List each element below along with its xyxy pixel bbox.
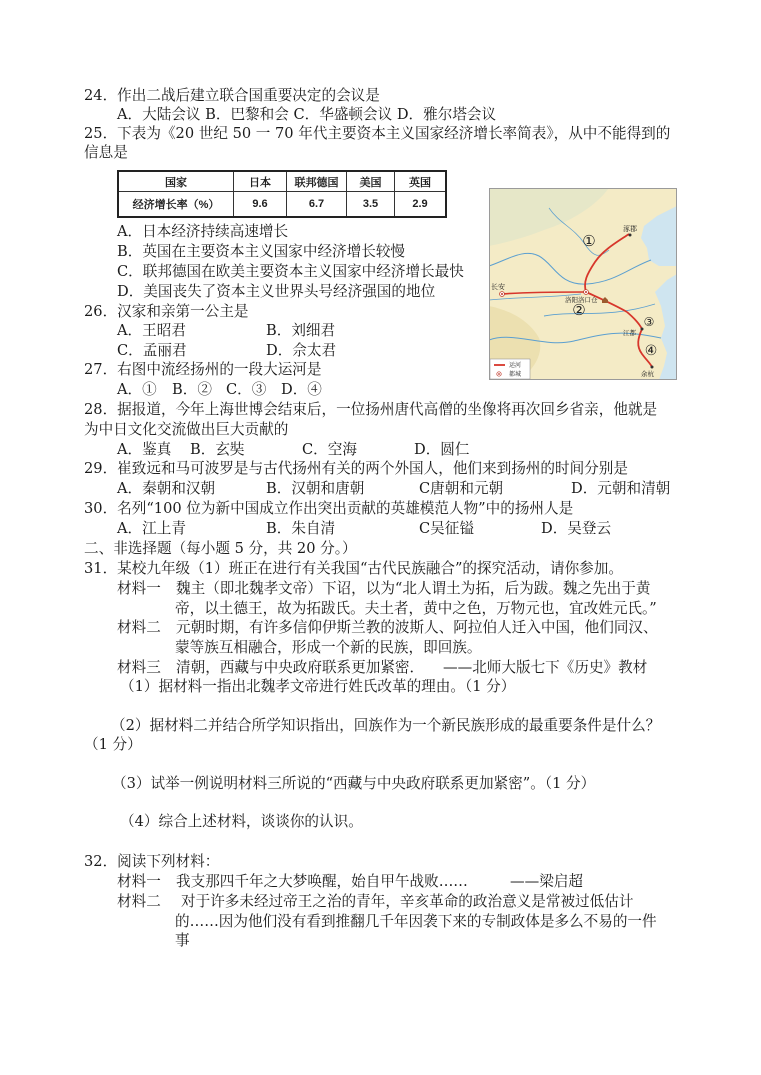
- city-dot-yuhang: [651, 366, 654, 369]
- material-text: 事: [175, 932, 190, 949]
- city-label-changan: 长安: [491, 283, 505, 291]
- table-header-cell: 联邦德国: [287, 171, 347, 192]
- q32-stem: 32．阅读下列材料：: [84, 853, 220, 870]
- q31-stem: 31．某校九年级（1）班正在进行有关我国“古代民族融合”的探究活动，请你参加。: [84, 560, 623, 577]
- table-header-cell: 国家: [118, 171, 234, 192]
- table-header-cell: 美国: [347, 171, 395, 192]
- capital-icon: [584, 290, 589, 295]
- q27-stem: 27．右图中流经扬州的一段大运河是: [84, 361, 322, 378]
- q26-option-a: A．王昭君: [117, 322, 186, 339]
- q29-option-b: B．汉朝和唐朝: [266, 480, 365, 497]
- q28-option-c: C．空海: [302, 441, 357, 458]
- subquestion-1: （1）据材料一指出北魏孝文帝进行姓氏改革的理由。（1 分）: [120, 678, 516, 695]
- table-cell: 2.9: [395, 192, 447, 218]
- q25-option-a: A．日本经济持续高速增长: [117, 223, 289, 240]
- q28-stem-line-2: 为中日文化交流做出巨大贡献的: [84, 421, 289, 438]
- legend-capital-label: 都城: [509, 371, 522, 378]
- material-text: 的……因为他们没有看到推翻几千年因袭下来的专制政体是多么不易的一件: [175, 913, 657, 930]
- q24-stem: 24．作出二战后建立联合国重要决定的会议是: [84, 87, 380, 104]
- material-text: 帝，以土德王，故为拓跋氏。夫土者，黄中之色，万物元也，宜改姓元氏。”: [175, 600, 657, 617]
- q25-option-b: B．英国在主要资本主义国家中经济增长较慢: [117, 243, 406, 260]
- q28-option-a: A．鉴真: [117, 441, 172, 458]
- material-source: ——梁启超: [510, 873, 583, 890]
- material-text: 清朝，西藏与中央政府联系更加紧密．: [176, 659, 425, 676]
- city-dot-zhuojun: [629, 234, 632, 237]
- canal-marker-1: ①: [582, 232, 596, 250]
- q28-option-b: B．玄奘: [190, 441, 245, 458]
- material-label: 材料一: [117, 873, 161, 890]
- material-text: 我支那四千年之大梦唤醒，始自甲午战败……: [176, 873, 468, 890]
- subquestion-3: （3）试举一例说明材料三所说的“西藏与中央政府联系更加紧密”。（1 分）: [112, 775, 596, 792]
- table-header-row: [118, 171, 446, 192]
- canal-marker-3: ③: [643, 315, 655, 329]
- subquestion-2: （2）据材料二并结合所学知识指出，回族作为一个新民族形成的最重要条件是什么？: [111, 717, 661, 734]
- material-text: 元朝时期，有许多信仰伊斯兰教的波斯人、阿拉伯人迁入中国，他们同汉、: [176, 619, 658, 636]
- q25-stem-line-1: 25．下表为《20 世纪 50 一 70 年代主要资本主义国家经济增长率简表》，从中不能得到的: [84, 125, 671, 142]
- table-row: [118, 192, 446, 218]
- material-text: 蒙等族互相融合，形成一个新的民族，即回族。: [175, 639, 482, 656]
- q26-option-b: B．刘细君: [266, 322, 336, 339]
- q30-option-a: A．江上青: [117, 520, 186, 537]
- q27-option-a: A．①: [117, 381, 157, 398]
- q30-option-d: D．吴登云: [541, 520, 612, 537]
- table-header-cell: 英国: [395, 171, 447, 192]
- q30-option-c: C吴征镒: [419, 520, 474, 537]
- q30-stem: 30．名列“100 位为新中国成立作出突出贡献的英雄模范人物”中的扬州人是: [84, 500, 574, 517]
- material-label: 材料二: [117, 893, 161, 910]
- q29-option-d: D．元朝和清朝: [571, 480, 671, 497]
- q30-option-b: B．朱自清: [266, 520, 336, 537]
- q29-stem: 29．崔致远和马可波罗是与古代扬州有关的两个外国人，他们来到扬州的时间分别是: [84, 460, 628, 477]
- q29-option-c: C唐朝和元朝: [419, 480, 504, 497]
- subquestion-2-score: （1 分）: [84, 736, 142, 753]
- table-row-label: 经济增长率（%）: [118, 192, 234, 218]
- city-label-luoyang: 洛阳洛口仓: [565, 296, 598, 304]
- q28-option-d: D．圆仁: [414, 441, 470, 458]
- material-text: 对于许多未经过帝王之治的青年，辛亥革命的政治意义是常被过低估计: [181, 893, 634, 910]
- growth-rate-table: [117, 170, 447, 218]
- subquestion-4: （4）综合上述材料，谈谈你的认识。: [120, 813, 363, 830]
- city-label-jiangdu: 江都: [623, 329, 636, 337]
- q27-option-b: B．②: [172, 381, 212, 398]
- q26-stem: 26．汉家和亲第一公主是: [84, 303, 249, 320]
- q24-options: A．大陆会议 B．巴黎和会 C．华盛顿会议 D．雅尔塔会议: [117, 106, 497, 123]
- table-cell: 9.6: [234, 192, 287, 218]
- capital-icon: [500, 292, 505, 297]
- material-source: ——北师大版七下《历史》教材: [443, 659, 648, 676]
- material-text: 魏主（即北魏孝文帝）下诏，以为“北人谓土为拓，后为跋。魏之先出于黄: [176, 580, 651, 597]
- q25-option-c: C．联邦德国在欧美主要资本主义国家中经济增长最快: [117, 263, 464, 280]
- material-label: 材料二: [117, 619, 161, 636]
- q26-option-d: D．佘太君: [266, 342, 337, 359]
- table-header-cell: 日本: [234, 171, 287, 192]
- city-label-yuhang: 余杭: [641, 370, 654, 378]
- material-label: 材料一: [117, 580, 161, 597]
- grand-canal-map: [489, 188, 677, 380]
- section-heading: 二、非选择题（每小题 5 分，共 20 分。）: [84, 540, 357, 557]
- q29-option-a: A．秦朝和汉朝: [117, 480, 216, 497]
- q25-stem-line-2: 信息是: [84, 144, 128, 161]
- table-cell: 6.7: [287, 192, 347, 218]
- capital-icon: [497, 372, 501, 376]
- map-legend: [490, 359, 530, 379]
- city-label-zhuojun: 涿郡: [623, 225, 637, 233]
- canal-marker-2: ②: [572, 301, 586, 319]
- q25-option-d: D．美国丧失了资本主义世界头号经济强国的地位: [117, 283, 436, 300]
- canal-marker-4: ④: [644, 343, 658, 359]
- table-cell: 3.5: [347, 192, 395, 218]
- q27-option-c: C．③: [226, 381, 267, 398]
- q26-option-c: C．孟丽君: [117, 342, 187, 359]
- legend-canal-label: 运河: [509, 362, 522, 369]
- q28-stem-line-1: 28．据报道，今年上海世博会结束后，一位扬州唐代高僧的坐像将再次回乡省亲，他就是: [84, 401, 658, 418]
- material-label: 材料三: [117, 659, 161, 676]
- q27-option-d: D．④: [281, 381, 322, 398]
